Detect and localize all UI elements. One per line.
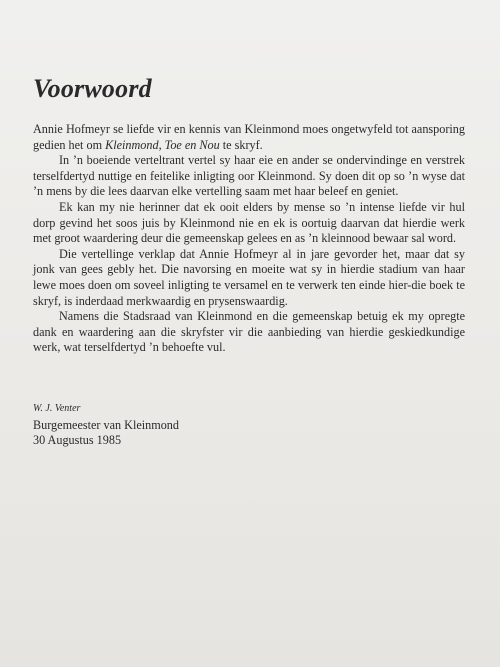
paragraph-5: Namens die Stadsraad van Kleinmond en die gemeenskap betuig ek my opregte dank en waardering aan die skryfster vir die aanbieding van hierdie geskiedkundige werk, wat terselfdertyd ’n behoefte vul. — [33, 309, 465, 355]
paragraph-1-text-end: te skryf. — [219, 137, 263, 152]
paragraph-1 — [33, 122, 465, 153]
paragraph-4: Die vertellinge verklap dat Annie Hofmeyr al in jare gevorder het, maar dat sy jonk van gees gebly het. Die navorsing en moeite wat sy in hierdie stadium van haar lewe moes doen om soveel inligting te versamel en te verwerk ten einde hier-die boek te skryf, is inderdaad merkwaardig en prysenswaardig. — [33, 246, 465, 308]
foreword-body — [33, 122, 465, 356]
signatory-name: W. J. Venter — [33, 403, 81, 414]
signature-date: 30 Augustus 1985 — [33, 433, 122, 448]
book-title-emphasis: Kleinmond, Toe en Nou — [105, 137, 220, 152]
signatory-position: Burgemeester van Kleinmond — [33, 417, 179, 432]
paragraph-2: In ’n boeiende verteltrant vertel sy haar eie en ander se ondervindinge en verstrek terselfdertyd nuttige en feitelike inligting oor Kleinmond. Sy doen dit op so ’n wyse dat ’n mens by die lees daarvan elke vertelling saam met haar beleef en geniet. — [33, 153, 465, 199]
paragraph-1-text-start: Annie Hofmeyr se liefde vir en kennis van Kleinmond moes ongetwyfeld tot aansporing gedien het om — [33, 122, 465, 152]
signature-block — [33, 401, 179, 449]
page-title: Voorwoord — [33, 74, 152, 103]
paragraph-3: Ek kan my nie herinner dat ek ooit elders by mense so ’n intense liefde vir hul dorp gevind het soos juis by Kleinmond nie en ek is oortuig daarvan dat hierdie werk met groot waardering deur die gemeenskap gelees en as ’n kleinnood bewaar sal word. — [33, 199, 465, 246]
